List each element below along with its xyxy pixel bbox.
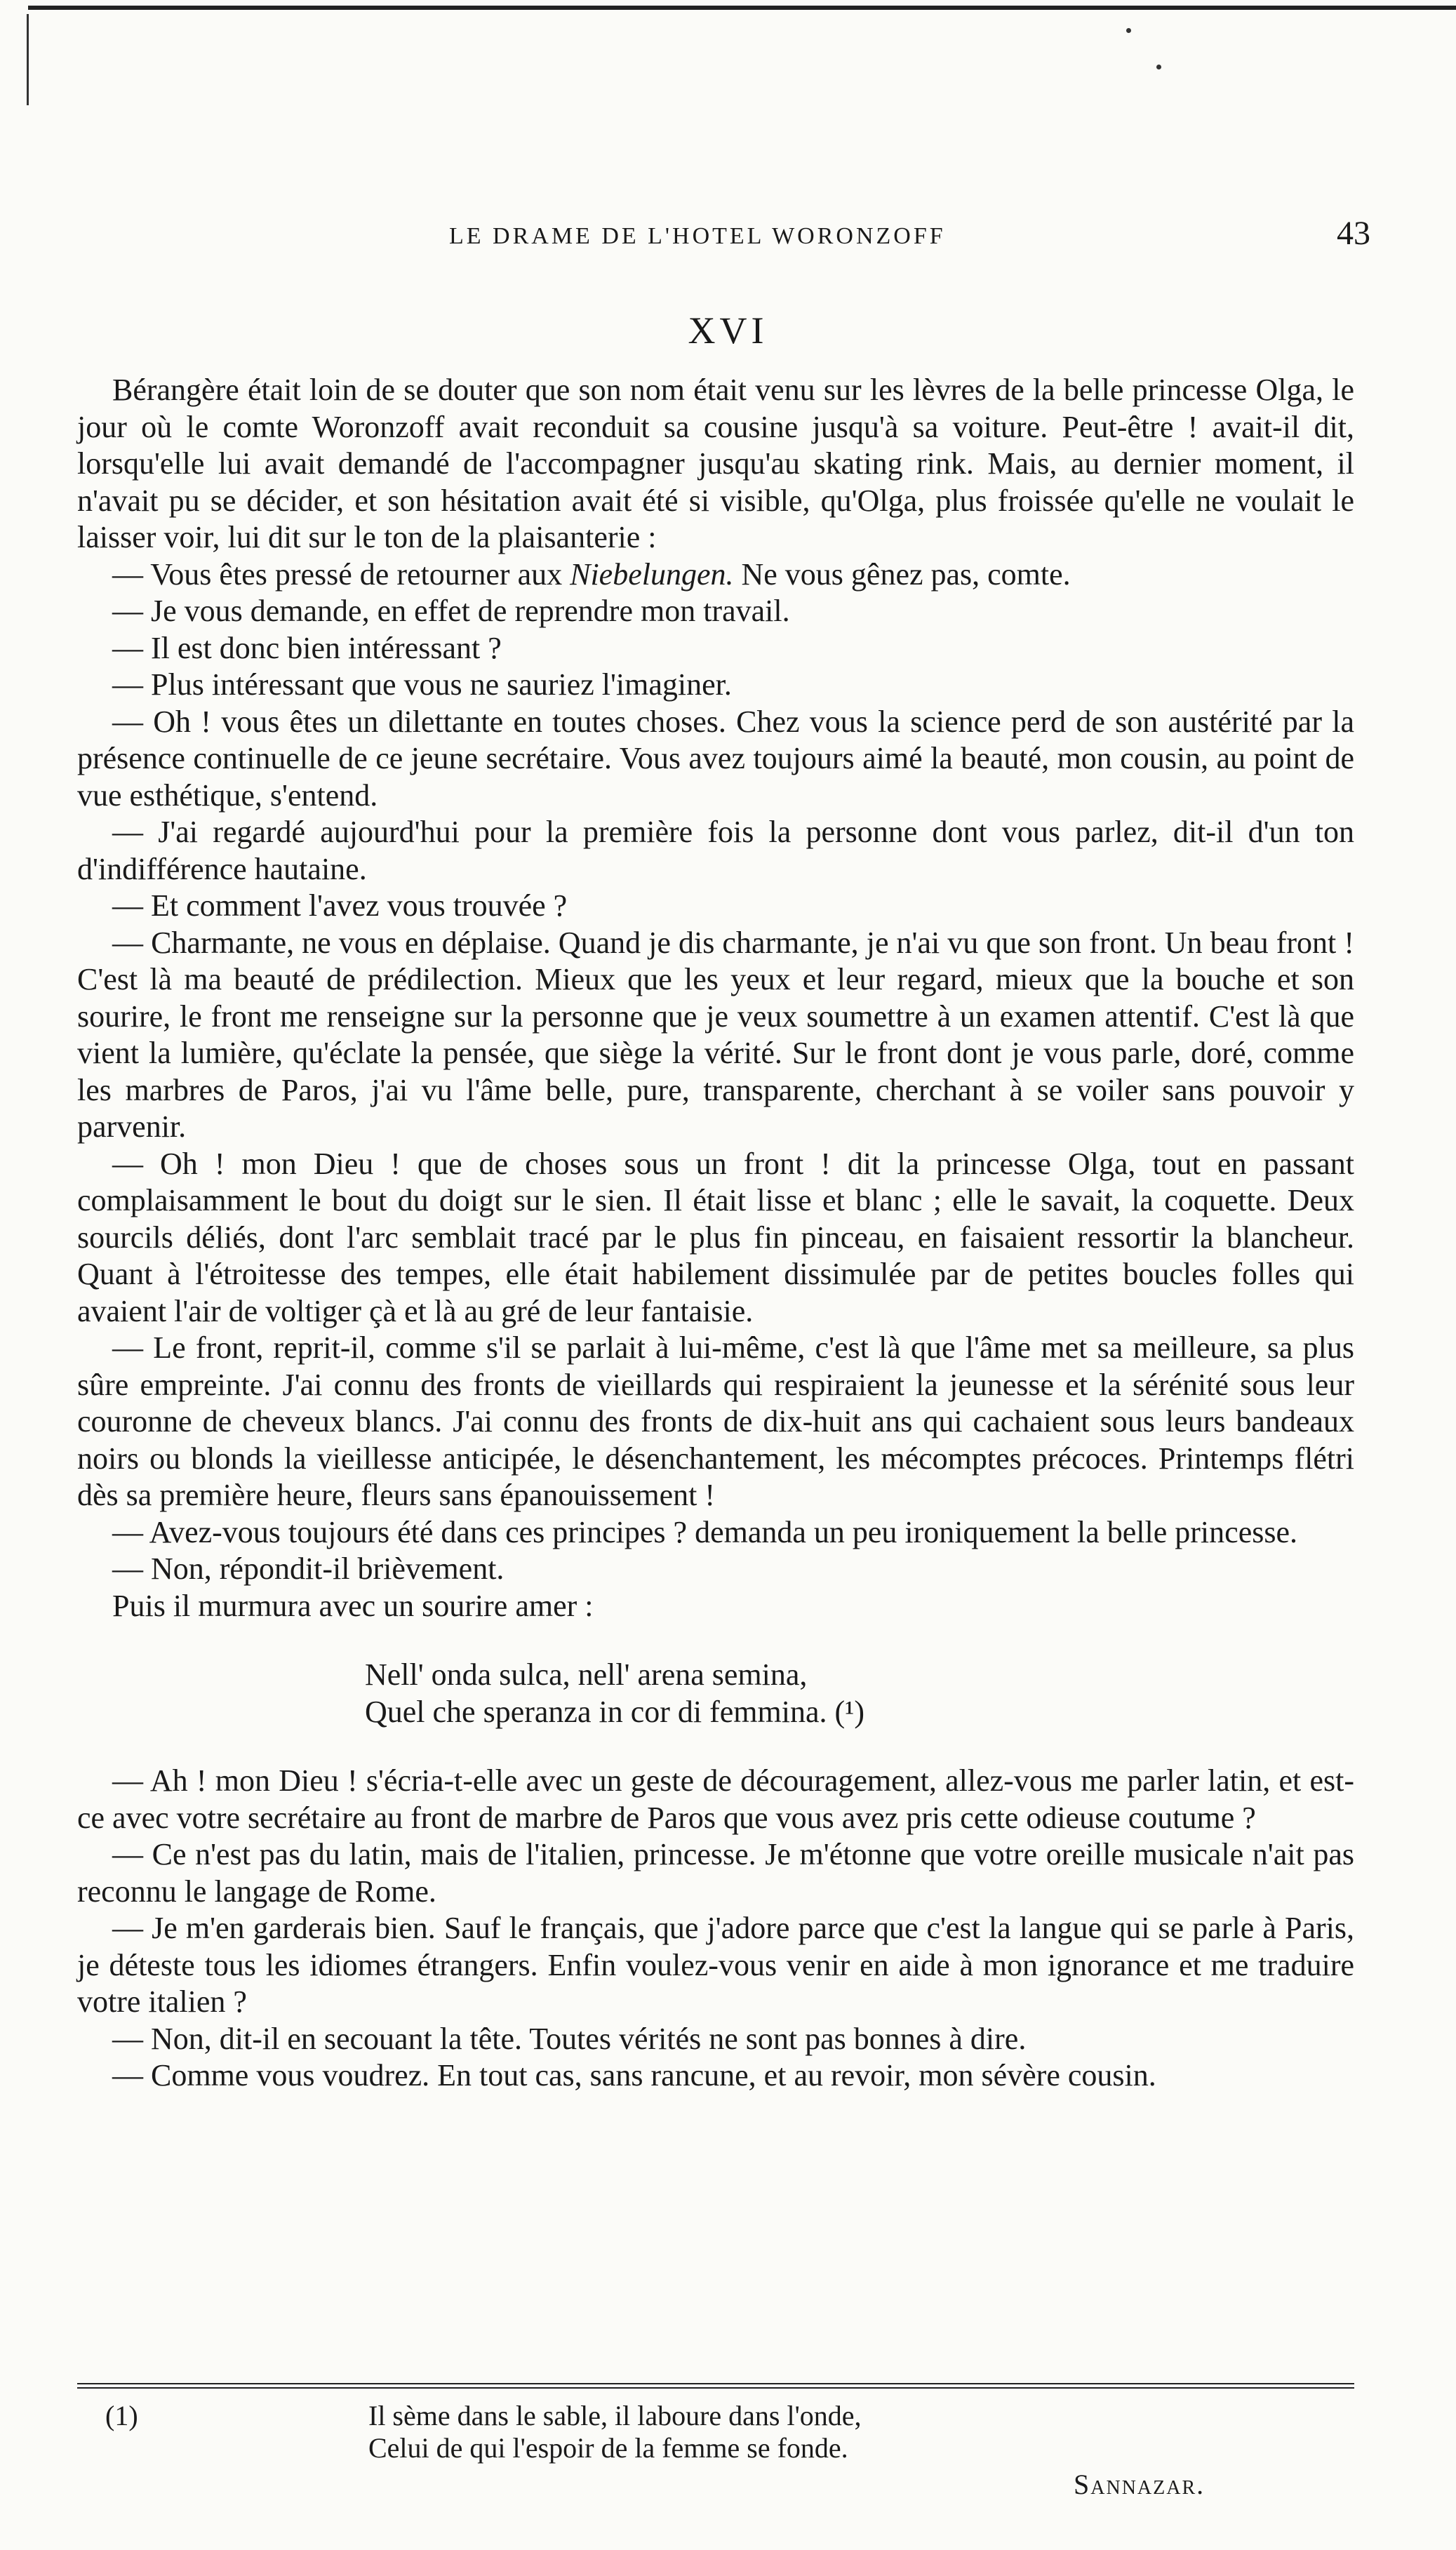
footnote-verse — [368, 2400, 862, 2464]
paragraph: — Le front, reprit-il, comme s'il se parlait à lui-même, c'est là que l'âme met sa meilleure, sa plus sûre empreinte. J'ai connu des fronts de vieillards qui respiraient la jeunesse et la sérénité sous leur couronne de cheveux blancs. J'ai connu des fronts de dix-huit ans qui cachaient sous leurs bandeaux noirs ou blonds la vieillesse anticipée, le désenchantement, les mécomptes précoces. Printemps flétri dès sa première heure, fleurs sans épanouissement ! — [77, 1330, 1354, 1512]
footnote-separator — [77, 2383, 1354, 2389]
footnote-line: Il sème dans le sable, il laboure dans l'onde, — [368, 2400, 862, 2431]
paragraph: — Avez-vous toujours été dans ces principes ? demanda un peu ironiquement la belle princesse. — [112, 1514, 1297, 1549]
body-text — [77, 372, 1354, 2095]
paragraph: — Ce n'est pas du latin, mais de l'italien, princesse. Je m'étonne que votre oreille musicale n'ait pas reconnu le langage de Rome. — [77, 1837, 1354, 1909]
left-margin-mark — [27, 14, 29, 105]
verse-line: Quel che speranza in cor di femmina. (¹) — [365, 1694, 864, 1729]
footnote-line: Celui de qui l'espoir de la femme se fonde. — [368, 2432, 848, 2464]
paragraph: — J'ai regardé aujourd'hui pour la première fois la personne dont vous parlez, dit-il d'un ton d'indifférence hautaine. — [77, 815, 1354, 886]
paragraph: — Non, dit-il en secouant la tête. Toutes vérités ne sont pas bonnes à dire. — [112, 2021, 1027, 2056]
footnote-marker: (1) — [105, 2400, 138, 2431]
paragraph: — Oh ! vous êtes un dilettante en toutes choses. Chez vous la science perd de son austérité par la présence continuelle de ce jeune secrétaire. Vous avez toujours aimé la beauté, mon cousin, au point de vue esthétique, s'entend. — [77, 704, 1354, 813]
paragraph: — Je vous demande, en effet de reprendre mon travail. — [112, 594, 790, 628]
ink-speck — [1126, 28, 1131, 33]
paragraph: — Et comment l'avez vous trouvée ? — [112, 888, 568, 923]
verse-quote — [365, 1657, 1354, 1730]
footnote-author: Sannazar. — [1074, 2469, 1205, 2500]
paragraph: — Oh ! mon Dieu ! que de choses sous un front ! dit la princesse Olga, tout en passant complaisamment le bout du doigt sur le sien. Il était lisse et blanc ; elle le savait, la coquette. Deux sourcils déliés, dont l'arc semblait tracé par le plus fin pinceau, en faisaient ressortir la blancheur. Quant à l'étroitesse des tempes, elle était habilement dissimulée par de petites boucles folles qui avaient l'air de voltiger çà et là au gré de leur fantaisie. — [77, 1146, 1354, 1328]
paragraph: Bérangère était loin de se douter que son nom était venu sur les lèvres de la belle princesse Olga, le jour où le comte Woronzoff avait reconduit sa cousine jusqu'à sa voiture. Peut-être ! avait-il dit, lorsqu'elle lui avait demandé de l'accompagner jusqu'au skating rink. Mais, au dernier moment, il n'avait pu se décider, et son hésitation avait été si visible, qu'Olga, plus froissée qu'elle ne voulait le laisser voir, lui dit sur le ton de la plaisanterie : — [77, 373, 1354, 554]
chapter-title: XVI — [688, 309, 768, 352]
page-number: 43 — [1337, 215, 1370, 252]
paragraph: — Charmante, ne vous en déplaise. Quand je dis charmante, je n'ai vu que son front. Un beau front ! C'est là ma beauté de prédilection. Mieux que les yeux et leur regard, mieux que la bouche et son sourire, le front me renseigne sur la personne que je veux soumettre à un examen attentif. C'est là que vient la lumière, qu'éclate la pensée, que siège la vérité. Sur le front dont je vous parle, doré, comme les marbres de Paros, j'ai vu l'âme belle, pure, transparente, cherchant à se voiler sans pouvoir y parvenir. — [77, 925, 1354, 1144]
paragraph: — Ah ! mon Dieu ! s'écria-t-elle avec un geste de découragement, allez-vous me parler latin, et est-ce avec votre secrétaire au front de marbre de Paros que vous avez pris cette odieuse coutume ? — [77, 1763, 1354, 1835]
running-head: LE DRAME DE L'HOTEL WORONZOFF — [449, 223, 946, 249]
paragraph: — Il est donc bien intéressant ? — [112, 630, 502, 665]
italic-title: Niebelungen. — [570, 556, 734, 592]
paragraph: — Comme vous voudrez. En tout cas, sans rancune, et au revoir, mon sévère cousin. — [112, 2058, 1156, 2092]
dialogue-text: — Vous êtes pressé de retourner aux — [112, 556, 570, 592]
paragraph — [77, 556, 1354, 594]
paragraph: — Plus intéressant que vous ne sauriez l'imaginer. — [112, 667, 732, 702]
paragraph: Puis il murmura avec un sourire amer : — [112, 1588, 594, 1623]
paragraph: — Je m'en garderais bien. Sauf le français, que j'adore parce que c'est la langue qui se parle à Paris, je déteste tous les idiomes étrangers. Enfin voulez-vous venir en aide à mon ignorance et me traduire votre italien ? — [77, 1911, 1354, 2019]
paragraph: — Non, répondit-il brièvement. — [112, 1551, 505, 1586]
top-border-rule — [28, 6, 1456, 10]
ink-speck — [1156, 65, 1161, 69]
verse-line: Nell' onda sulca, nell' arena semina, — [365, 1657, 808, 1692]
dialogue-text: Ne vous gênez pas, comte. — [733, 556, 1071, 592]
